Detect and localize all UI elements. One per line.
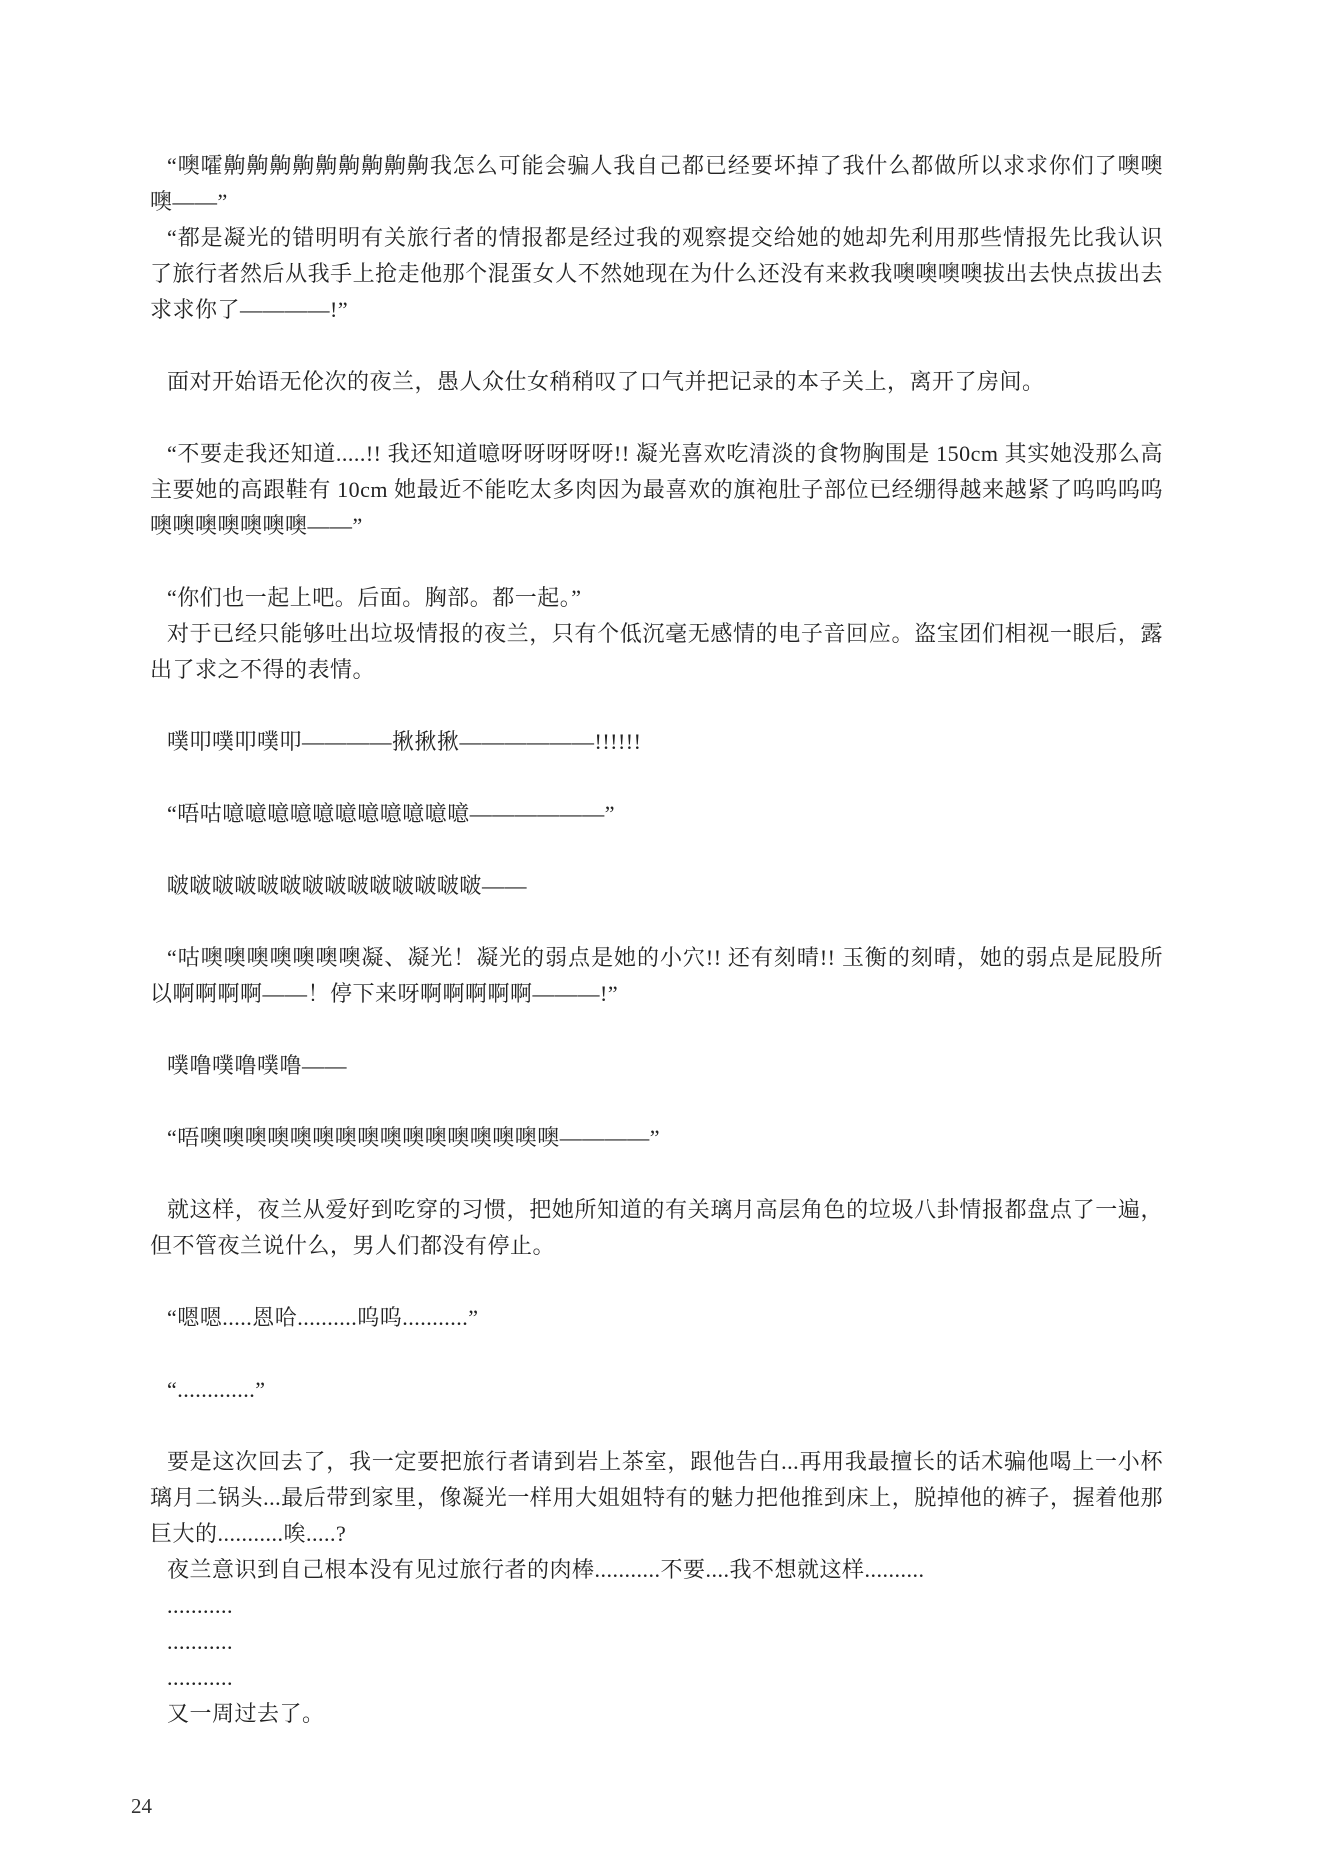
paragraph: “唔咕噫噫噫噫噫噫噫噫噫噫噫——————” — [167, 801, 616, 826]
paragraph: 啵啵啵啵啵啵啵啵啵啵啵啵啵啵—— — [167, 873, 528, 898]
document-body — [150, 148, 1163, 1732]
paragraph: ........... — [167, 1629, 233, 1654]
paragraph: “噢嚯齁齁齁齁齁齁齁齁齁我怎么可能会骗人我自己都已经要坏掉了我什么都做所以求求你们了噢噢噢——” — [150, 153, 1163, 214]
paragraph: ........... — [167, 1665, 233, 1690]
paragraph: “唔噢噢噢噢噢噢噢噢噢噢噢噢噢噢噢噢————” — [167, 1125, 661, 1150]
paragraph: “咕噢噢噢噢噢噢噢凝、凝光！凝光的弱点是她的小穴!! 还有刻晴!! 玉衡的刻晴，她的弱点是屁股所以啊啊啊啊——！停下来呀啊啊啊啊啊———!” — [150, 945, 1163, 1006]
paragraph: “.............” — [167, 1377, 266, 1402]
paragraph: 噗叩噗叩噗叩————揪揪揪——————!!!!!! — [167, 729, 642, 754]
paragraph: 要是这次回去了，我一定要把旅行者请到岩上茶室，跟他告白...再用我最擅长的话术骗他喝上一小杯璃月二锅头...最后带到家里，像凝光一样用大姐姐特有的魅力把他推到床上，脱掉他的裤子，握着他那巨大的...........唉.....? — [150, 1449, 1163, 1546]
paragraph: “嗯嗯.....恩哈..........呜呜...........” — [167, 1305, 479, 1330]
paragraph: “不要走我还知道.....!! 我还知道噫呀呀呀呀呀!! 凝光喜欢吃清淡的食物胸围是 150cm 其实她没那么高主要她的高跟鞋有 10cm 她最近不能吃太多肉因为最喜欢的旗袍肚子部位已经绷得越来越紧了呜呜呜呜噢噢噢噢噢噢噢——” — [150, 441, 1163, 538]
paragraph: “你们也一起上吧。后面。胸部。都一起。” — [167, 585, 582, 610]
paragraph: 又一周过去了。 — [167, 1701, 325, 1726]
paragraph: ........... — [167, 1593, 233, 1618]
paragraph: 对于已经只能够吐出垃圾情报的夜兰，只有个低沉毫无感情的电子音回应。盗宝团们相视一眼后，露出了求之不得的表情。 — [150, 621, 1163, 682]
paragraph: 面对开始语无伦次的夜兰，愚人众仕女稍稍叹了口气并把记录的本子关上，离开了房间。 — [167, 369, 1045, 394]
paragraph: “都是凝光的错明明有关旅行者的情报都是经过我的观察提交给她的她却先利用那些情报先比我认识了旅行者然后从我手上抢走他那个混蛋女人不然她现在为什么还没有来救我噢噢噢噢拔出去快点拔出去求求你了————!” — [150, 225, 1163, 322]
page-number: 24 — [131, 1794, 152, 1818]
paragraph: 就这样，夜兰从爱好到吃穿的习惯，把她所知道的有关璃月高层角色的垃圾八卦情报都盘点了一遍，但不管夜兰说什么，男人们都没有停止。 — [150, 1197, 1163, 1258]
paragraph: 夜兰意识到自己根本没有见过旅行者的肉棒...........不要....我不想就这样.......... — [167, 1557, 925, 1582]
paragraph: 噗噜噗噜噗噜—— — [167, 1053, 348, 1078]
